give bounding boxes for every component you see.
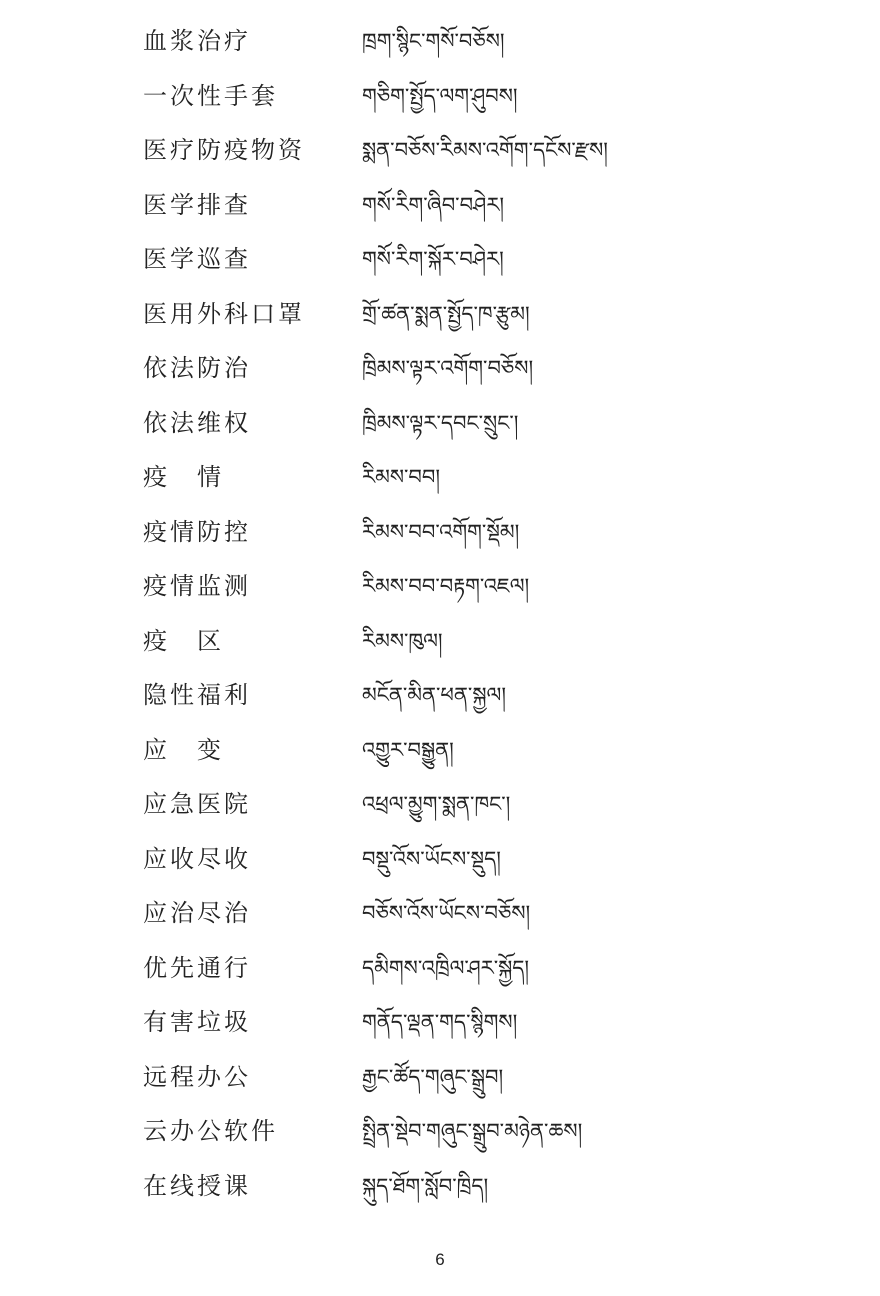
glossary-entry (0, 944, 880, 999)
glossary-entry (0, 671, 880, 726)
glossary-entry (0, 1162, 880, 1217)
chinese-term: 医学巡查 (143, 245, 251, 273)
tibetan-term: གསོ་རིག་ཞིབ་བཤེར། (362, 192, 505, 217)
tibetan-term: རིམས་བབ་བརྟག་འཇལ། (362, 574, 530, 598)
chinese-term: 医用外科口罩 (143, 299, 305, 328)
tibetan-term: མངོན་མིན་ཕན་སྐྱལ། (362, 683, 506, 707)
glossary-entry (0, 726, 880, 781)
glossary-entry (0, 399, 880, 454)
glossary-entry (0, 235, 880, 290)
tibetan-term: རིམས་བབ། (362, 465, 440, 489)
glossary-entry (0, 290, 880, 345)
chinese-term: 依法防治 (143, 354, 251, 382)
chinese-term: 依法维权 (143, 408, 251, 437)
glossary-entry (0, 1107, 880, 1162)
chinese-term: 有害垃圾 (143, 1008, 251, 1036)
chinese-term: 疫情监测 (143, 572, 251, 600)
tibetan-term: རིམས་ཁུལ། (362, 628, 443, 653)
glossary-entry (0, 617, 880, 672)
tibetan-term: བཅོས་འོས་ཡོངས་བཅོས། (362, 901, 531, 925)
chinese-term: 在线授课 (143, 1171, 251, 1200)
glossary-entry (0, 344, 880, 399)
chinese-term: 疫情防控 (143, 517, 251, 546)
chinese-term: 应治尽治 (143, 899, 251, 927)
tibetan-term: རིམས་བབ་འགོག་སྡོམ། (362, 519, 520, 544)
tibetan-term: གསོ་རིག་སྐོར་བཤེར། (362, 247, 504, 271)
chinese-term: 云办公软件 (143, 1117, 278, 1145)
tibetan-term: གཅིག་སྤྱོད་ལག་ཤུབས། (362, 83, 518, 108)
chinese-term: 疫 区 (143, 626, 224, 655)
glossary-entry (0, 562, 880, 617)
chinese-term: 医疗防疫物资 (143, 136, 305, 164)
glossary-entry (0, 453, 880, 508)
tibetan-term: གནོད་ལྡན་གད་སྙིགས། (362, 1010, 518, 1034)
chinese-term: 应收尽收 (143, 844, 251, 873)
glossary-entry (0, 181, 880, 236)
chinese-term: 应急医院 (143, 790, 251, 818)
chinese-term: 医学排查 (143, 190, 251, 219)
tibetan-term: ཁྲིམས་ལྟར་འགོག་བཅོས། (362, 356, 534, 380)
tibetan-term: བསྡུ་འོས་ཡོངས་སྡུད། (362, 846, 501, 871)
glossary-entry (0, 835, 880, 890)
glossary-entry (0, 780, 880, 835)
tibetan-term: སྤྲིན་སྡེབ་གཞུང་སྒྲུབ་མཉེན་ཆས། (362, 1119, 583, 1143)
chinese-term: 疫 情 (143, 463, 224, 491)
tibetan-term: དམིགས་འཁྲིལ་ཤར་སྐྱོད། (362, 955, 530, 980)
tibetan-term: ཁྲིམས་ལྟར་དབང་སྲུང་། (362, 410, 519, 435)
tibetan-term: ཁྲག་སྙིང་གསོ་བཅོས། (362, 29, 505, 53)
chinese-term: 一次性手套 (143, 81, 278, 110)
chinese-term: 血浆治疗 (143, 27, 251, 55)
glossary-entry (0, 889, 880, 944)
glossary-entry (0, 126, 880, 181)
tibetan-term: འཕྲལ་མྱུག་སྨན་ཁང་། (362, 792, 511, 816)
tibetan-term: འགྱུར་བསྒྱུན། (362, 737, 454, 762)
glossary-entry (0, 1053, 880, 1108)
chinese-term: 隐性福利 (143, 681, 251, 709)
tibetan-term: སྨན་བཅོས་རིམས་འགོག་དངོས་རྫས། (362, 138, 608, 162)
page-number: 6 (435, 1250, 445, 1269)
tibetan-term: སྐུད་ཐོག་སློབ་ཁྲིད། (362, 1173, 489, 1198)
chinese-term: 优先通行 (143, 953, 251, 982)
glossary-entry (0, 72, 880, 127)
glossary-entry (0, 998, 880, 1053)
chinese-term: 应 变 (143, 735, 224, 764)
glossary-entry (0, 508, 880, 563)
chinese-term: 远程办公 (143, 1062, 251, 1091)
tibetan-term: གྲོ་ཚན་སྨན་སྤྱོད་ཁ་རྩུམ། (362, 301, 530, 326)
tibetan-term: རྒྱང་ཚོད་གཞུང་སྒྲུབ། (362, 1064, 504, 1089)
glossary-list (0, 17, 880, 1216)
glossary-entry (0, 17, 880, 72)
